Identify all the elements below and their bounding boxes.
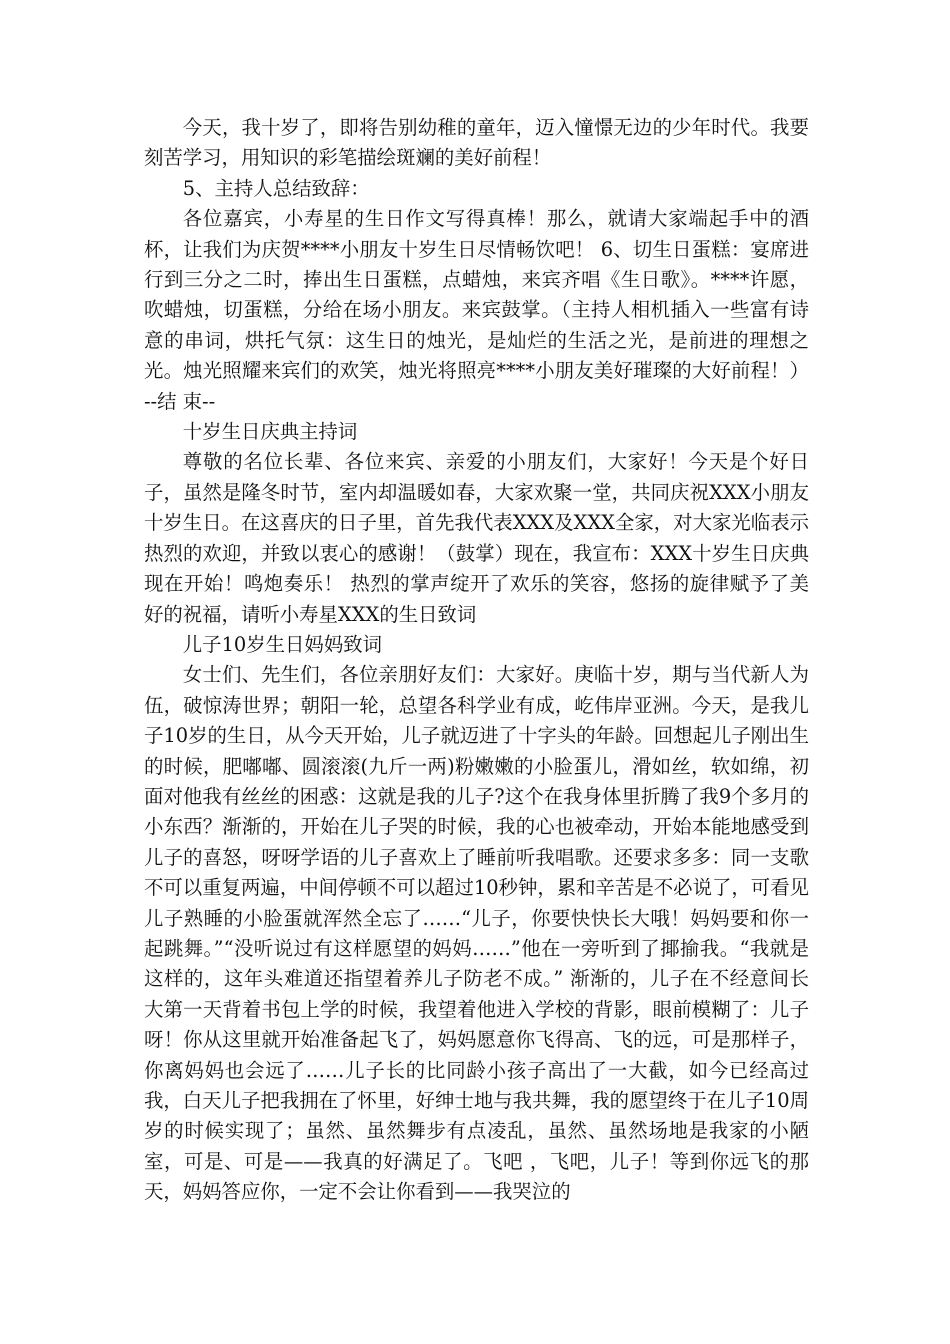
document-page	[144, 113, 809, 1208]
paragraph-host-summary: 各位嘉宾，小寿星的生日作文写得真棒！那么，就请大家端起手中的酒杯，让我们为庆贺****小朋友十岁生日尽情畅饮吧！ 6、切生日蛋糕：宴席进行到三分之二时，捧出生日蛋糕，点蜡烛，来宾齐唱《生日歌》。****许愿，吹蜡烛，切蛋糕，分给在场小朋友。来宾鼓掌。（主持人相机插入一些富有诗意的串词，烘托气氛：这生日的烛光，是灿烂的生活之光，是前进的理想之光。烛光照耀来宾们的欢笑，烛光将照亮****小朋友美好璀璨的大好前程！） --结 束--	[144, 207, 809, 413]
paragraph-intro: 今天，我十岁了，即将告别幼稚的童年，迈入憧憬无边的少年时代。我要刻苦学习，用知识的彩笔描绘斑斓的美好前程！	[144, 116, 809, 170]
paragraph-mother-speech: 女士们、先生们，各位亲朋好友们：大家好。庚临十岁，期与当代新人为伍，破惊涛世界；朝阳一轮，总望各科学业有成，屹伟岸亚洲。今天，是我儿子10岁的生日，从今天开始，儿子就迈进了十字头的年龄。回想起儿子刚出生的时候，肥嘟嘟、圆滚滚(九斤一两)粉嫩嫩的小脸蛋儿，滑如丝，软如绵，初面对他我有丝丝的困惑：这就是我的儿子?这个在我身体里折腾了我9个多月的小东西？渐渐的，开始在儿子哭的时候，我的心也被牵动，开始本能地感受到儿子的喜怒，呀呀学语的儿子喜欢上了睡前听我唱歌。还要求多多：同一支歌不可以重复两遍，中间停顿不可以超过10秒钟，累和辛苦是不必说了，可看见儿子熟睡的小脸蛋就浑然全忘了……“儿子，你要快快长大哦！妈妈要和你一起跳舞。”“没听说过有这样愿望的妈妈……”他在一旁听到了揶揄我。“我就是这样的，这年头难道还指望着养儿子防老不成。” 渐渐的，儿子在不经意间长大第一天背着书包上学的时候，我望着他进入学校的背影，眼前模糊了：儿子呀！你从这里就开始准备起飞了，妈妈愿意你飞得高、飞的远，可是那样子，你离妈妈也会远了……儿子长的比同龄小孩子高出了一大截，如今已经高过我，白天儿子把我拥在了怀里，好绅士地与我共舞，我的愿望终于在儿子10周岁的时候实现了；虽然、虽然舞步有点凌乱，虽然、虽然场地是我家的小陋室，可是、可是——我真的好满足了。飞吧 ，飞吧，儿子！等到你远飞的那天，妈妈答应你，一定不会让你看到——我哭泣的	[144, 663, 809, 1204]
section-heading-mother-speech: 儿子10岁生日妈妈致词	[182, 632, 382, 656]
section-heading-host-summary: 5、主持人总结致辞：	[182, 176, 370, 200]
paragraph-celebration-script: 尊敬的名位长辈、各位来宾、亲爱的小朋友们，大家好！今天是个好日子，虽然是隆冬时节，室内却温暖如春，大家欢聚一堂，共同庆祝XXX小朋友十岁生日。在这喜庆的日子里，首先我代表XXX及XXX全家，对大家光临表示热烈的欢迎，并致以衷心的感谢！（鼓掌）现在，我宣布：XXX十岁生日庆典现在开始！鸣炮奏乐！ 热烈的掌声绽开了欢乐的笑容，悠扬的旋律赋予了美好的祝福，请听小寿星XXX的生日致词	[144, 450, 809, 626]
section-heading-celebration-script: 十岁生日庆典主持词	[182, 420, 358, 444]
